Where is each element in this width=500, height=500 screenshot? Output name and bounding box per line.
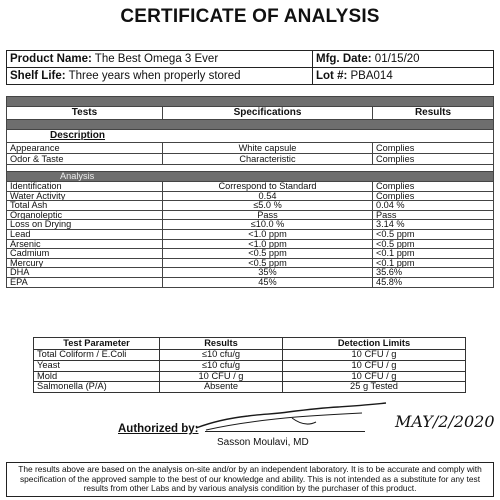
test-parameter: Total Coliform / E.Coli xyxy=(34,350,160,361)
table-row xyxy=(7,229,494,239)
section-bar xyxy=(7,120,494,130)
shelf-life-cell xyxy=(7,68,313,85)
test-result: Complies xyxy=(373,191,494,201)
signature-line xyxy=(205,431,365,432)
test-result: Complies xyxy=(373,182,494,192)
header-specifications: Specifications xyxy=(163,107,373,120)
description-section-heading xyxy=(7,130,494,143)
test-parameter: Mold xyxy=(34,371,160,382)
table-row xyxy=(34,371,466,382)
test-result: 0.04 % xyxy=(373,201,494,211)
mfg-date-cell xyxy=(313,51,494,68)
test-name: Identification xyxy=(7,182,163,192)
table-row xyxy=(7,220,494,230)
disclaimer-notice: The results above are based on the analysis on-site and/or by an independent laboratory. It is to be accurate and comply with specification of the approved sample to the best of our knowledge and ability. This is not intended as a substitute for any test results from other Labs and by various analysis condition by the purchaser of this product. xyxy=(6,462,494,497)
table-row xyxy=(7,191,494,201)
shelf-life-label: Shelf Life: xyxy=(10,70,66,82)
test-result: <0.1 ppm xyxy=(373,258,494,268)
test-name: EPA xyxy=(7,277,163,287)
header-bar xyxy=(7,97,494,107)
lot-number-value: PBA014 xyxy=(350,70,393,82)
test-spec: 35% xyxy=(163,268,373,278)
header-results: Results xyxy=(373,107,494,120)
test-spec: <1.0 ppm xyxy=(163,239,373,249)
test-result: 45.8% xyxy=(373,277,494,287)
test-result: 3.14 % xyxy=(373,220,494,230)
microbiology-table xyxy=(33,337,466,393)
test-result: <0.1 ppm xyxy=(373,249,494,259)
product-name-cell xyxy=(7,51,313,68)
detection-limit: 10 CFU / g xyxy=(283,360,466,371)
test-name: Loss on Drying xyxy=(7,220,163,230)
test-parameter: Salmonella (P/A) xyxy=(34,382,160,393)
table-row xyxy=(7,249,494,259)
handwritten-date: MAY/2/2020 xyxy=(395,412,495,431)
product-info-row xyxy=(7,51,494,68)
test-name: Cadmium xyxy=(7,249,163,259)
test-name: Water Activity xyxy=(7,191,163,201)
product-info-row xyxy=(7,68,494,85)
header-results: Results xyxy=(160,338,283,350)
detection-limit: 25 g Tested xyxy=(283,382,466,393)
test-result: 10 CFU / g xyxy=(160,371,283,382)
table-row xyxy=(7,210,494,220)
table-row xyxy=(7,182,494,192)
test-result: ≤10 cfu/g xyxy=(160,350,283,361)
test-result: Complies xyxy=(373,154,494,165)
test-result: 35.6% xyxy=(373,268,494,278)
test-spec: 0.54 xyxy=(163,191,373,201)
signer-name: Sasson Moulavi, MD xyxy=(217,437,309,448)
header-detection-limits: Detection Limits xyxy=(283,338,466,350)
test-result: Pass xyxy=(373,210,494,220)
authorized-by-label: Authorized by: xyxy=(118,423,199,435)
detection-limit: 10 CFU / g xyxy=(283,371,466,382)
table-row xyxy=(7,277,494,287)
table-row xyxy=(7,201,494,211)
test-name: Appearance xyxy=(7,143,163,154)
test-result: Complies xyxy=(373,143,494,154)
table-row xyxy=(34,360,466,371)
test-spec: Correspond to Standard xyxy=(163,182,373,192)
test-spec: Pass xyxy=(163,210,373,220)
header-tests: Tests xyxy=(7,107,163,120)
test-name: Total Ash xyxy=(7,201,163,211)
test-name: Mercury xyxy=(7,258,163,268)
test-spec: <0.5 ppm xyxy=(163,258,373,268)
test-spec: <1.0 ppm xyxy=(163,229,373,239)
analysis-table xyxy=(6,96,494,288)
table-row xyxy=(7,154,494,165)
test-name: Odor & Taste xyxy=(7,154,163,165)
shelf-life-value: Three years when properly stored xyxy=(68,70,241,82)
test-spec: ≤10.0 % xyxy=(163,220,373,230)
test-result: Absente xyxy=(160,382,283,393)
test-spec: 45% xyxy=(163,277,373,287)
test-spec: White capsule xyxy=(163,143,373,154)
test-result: <0.5 ppm xyxy=(373,239,494,249)
microbiology-headers xyxy=(34,338,466,350)
test-result: <0.5 ppm xyxy=(373,229,494,239)
test-spec: ≤5.0 % xyxy=(163,201,373,211)
test-name: Arsenic xyxy=(7,239,163,249)
mfg-date-value: 01/15/20 xyxy=(374,53,420,65)
table-row xyxy=(7,143,494,154)
column-headers xyxy=(7,107,494,120)
header-test-parameter: Test Parameter xyxy=(34,338,160,350)
table-row xyxy=(34,382,466,393)
product-name-value: The Best Omega 3 Ever xyxy=(94,53,219,65)
test-name: Lead xyxy=(7,229,163,239)
product-info-table xyxy=(6,50,494,85)
table-row xyxy=(7,268,494,278)
test-spec: Characteristic xyxy=(163,154,373,165)
detection-limit: 10 CFU / g xyxy=(283,350,466,361)
document-title: CERTIFICATE OF ANALYSIS xyxy=(120,6,380,27)
test-spec: <0.5 ppm xyxy=(163,249,373,259)
description-label: Description xyxy=(50,130,106,142)
test-name: Organoleptic xyxy=(7,210,163,220)
test-parameter: Yeast xyxy=(34,360,160,371)
spacer-row xyxy=(7,165,494,172)
table-row xyxy=(7,258,494,268)
test-result: ≤10 cfu/g xyxy=(160,360,283,371)
product-name-label: Product Name: xyxy=(10,53,92,65)
lot-number-cell xyxy=(313,68,494,85)
lot-number-label: Lot #: xyxy=(316,70,348,82)
table-row xyxy=(7,239,494,249)
table-row xyxy=(34,350,466,361)
mfg-date-label: Mfg. Date: xyxy=(316,53,372,65)
analysis-label: Analysis xyxy=(60,171,95,182)
test-name: DHA xyxy=(7,268,163,278)
analysis-section-heading xyxy=(7,172,494,182)
